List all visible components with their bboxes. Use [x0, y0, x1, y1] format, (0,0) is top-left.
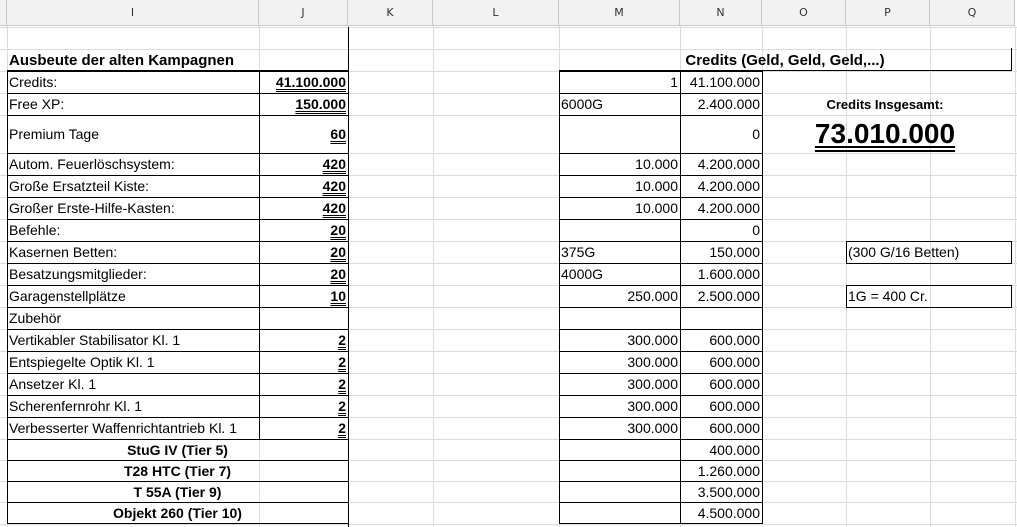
item-amount-cell[interactable]: 20: [330, 222, 346, 238]
item-amount-cell[interactable]: 150.000: [295, 96, 346, 112]
item-credits-cell[interactable]: 4.200.000: [697, 200, 760, 216]
item-label-cell[interactable]: Verbesserter Waffenrichtantrieb Kl. 1: [9, 420, 237, 436]
item-amount-cell[interactable]: 2: [338, 376, 346, 392]
item-label-cell[interactable]: Großer Erste-Hilfe-Kasten:: [9, 200, 175, 216]
item-amount-cell[interactable]: 420: [322, 156, 346, 172]
cell-border: [559, 502, 681, 524]
item-credits-cell[interactable]: 600.000: [709, 398, 760, 414]
tank-credits-cell[interactable]: 1.260.000: [697, 462, 760, 479]
item-price-cell[interactable]: 1: [670, 74, 678, 90]
item-credits-cell[interactable]: 600.000: [709, 376, 760, 392]
cell-border: [559, 481, 681, 503]
item-amount-cell[interactable]: 41.100.000: [275, 74, 346, 90]
item-label-cell[interactable]: Vertikabler Stabilisator Kl. 1: [9, 332, 181, 348]
item-price-cell[interactable]: [559, 115, 680, 153]
item-credits-cell[interactable]: 2.500.000: [697, 288, 760, 304]
column-header-l[interactable]: L: [433, 0, 559, 26]
note-exchange-rate[interactable]: 1G = 400 Cr.: [848, 288, 928, 304]
grid-line: [0, 27, 1017, 28]
item-price-cell[interactable]: 6000G: [561, 96, 604, 112]
item-credits-cell[interactable]: 1.600.000: [697, 266, 760, 282]
tank-name-cell[interactable]: StuG IV (Tier 5): [127, 441, 228, 458]
row-header-strip: [0, 0, 7, 26]
left-table-title[interactable]: Ausbeute der alten Kampagnen: [9, 51, 235, 69]
item-price-cell[interactable]: 300.000: [627, 354, 678, 370]
item-label-cell[interactable]: Kasernen Betten:: [9, 244, 118, 260]
item-label-cell[interactable]: Autom. Feuerlöschsystem:: [9, 156, 175, 172]
column-header-q[interactable]: Q: [930, 0, 1015, 26]
item-price-cell[interactable]: 300.000: [627, 332, 678, 348]
tank-credits-cell[interactable]: 3.500.000: [697, 483, 760, 500]
item-label-cell[interactable]: Besatzungsmitglieder:: [9, 266, 147, 282]
item-label-cell[interactable]: Ansetzer Kl. 1: [9, 376, 97, 392]
item-amount-cell[interactable]: [259, 307, 348, 329]
item-label-cell[interactable]: Große Ersatzteil Kiste:: [9, 178, 150, 194]
item-credits-cell[interactable]: 0: [752, 126, 760, 142]
item-credits-cell[interactable]: 150.000: [709, 244, 760, 260]
item-amount-cell[interactable]: 20: [330, 244, 346, 260]
item-price-cell[interactable]: 300.000: [627, 376, 678, 392]
tank-name-cell[interactable]: T28 HTC (Tier 7): [123, 462, 232, 479]
item-credits-cell[interactable]: 4.200.000: [697, 156, 760, 172]
column-header-j[interactable]: J: [259, 0, 348, 26]
column-header-m[interactable]: M: [559, 0, 680, 26]
item-amount-cell[interactable]: 2: [338, 420, 346, 436]
item-amount-cell[interactable]: 20: [330, 266, 346, 282]
tank-name-cell[interactable]: T 55A (Tier 9): [133, 483, 222, 500]
item-price-cell[interactable]: 300.000: [627, 420, 678, 436]
item-price-cell[interactable]: 10.000: [635, 178, 678, 194]
note-beds[interactable]: (300 G/16 Betten): [848, 244, 960, 260]
item-label-cell[interactable]: Entspiegelte Optik Kl. 1: [9, 354, 155, 370]
item-credits-cell[interactable]: 600.000: [709, 420, 760, 436]
tank-credits-cell[interactable]: 400.000: [709, 441, 760, 458]
grid-line: [348, 26, 349, 527]
item-price-cell[interactable]: 250.000: [627, 288, 678, 304]
item-label-cell[interactable]: Zubehör: [9, 310, 62, 326]
item-price-cell[interactable]: 300.000: [627, 398, 678, 414]
right-table-title[interactable]: Credits (Geld, Geld, Geld,...): [685, 51, 885, 69]
item-credits-cell[interactable]: 2.400.000: [697, 96, 760, 112]
column-header-i[interactable]: I: [7, 0, 259, 26]
item-price-cell[interactable]: 10.000: [635, 200, 678, 216]
item-price-cell[interactable]: 10.000: [635, 156, 678, 172]
item-label-cell[interactable]: Garagenstellplätze: [9, 288, 126, 304]
grid-line: [1015, 26, 1016, 527]
grid-line: [0, 524, 1017, 525]
item-credits-cell[interactable]: 0: [752, 222, 760, 238]
item-credits-cell[interactable]: 600.000: [709, 332, 760, 348]
item-label-cell[interactable]: Premium Tage: [9, 126, 100, 142]
item-amount-cell[interactable]: 420: [322, 200, 346, 216]
item-credits-cell[interactable]: 600.000: [709, 354, 760, 370]
item-price-cell[interactable]: [559, 219, 680, 241]
grid-line: [433, 26, 434, 527]
item-price-cell[interactable]: 375G: [561, 244, 596, 260]
item-label-cell[interactable]: Befehle:: [9, 222, 61, 238]
item-label-cell[interactable]: Scherenfernrohr Kl. 1: [9, 398, 143, 414]
total-credits-label[interactable]: Credits Insgesamt:: [826, 96, 944, 112]
item-credits-cell[interactable]: 41.100.000: [689, 74, 760, 90]
table-border-line: [1011, 48, 1012, 71]
column-header-o[interactable]: O: [762, 0, 846, 26]
total-credits-value[interactable]: 73.010.000: [814, 118, 956, 149]
item-label-cell[interactable]: Free XP:: [9, 96, 65, 112]
column-header-n[interactable]: N: [680, 0, 762, 26]
tank-credits-cell[interactable]: 4.500.000: [697, 504, 760, 521]
item-amount-cell[interactable]: 420: [322, 178, 346, 194]
cell-border: [559, 460, 681, 482]
item-label-cell[interactable]: Credits:: [9, 74, 58, 90]
column-header-k[interactable]: K: [348, 0, 433, 26]
item-amount-cell[interactable]: 60: [330, 126, 346, 142]
tank-name-cell[interactable]: Objekt 260 (Tier 10): [113, 504, 242, 521]
item-amount-cell[interactable]: 10: [330, 288, 346, 304]
item-credits-cell[interactable]: [680, 307, 762, 329]
item-credits-cell[interactable]: 4.200.000: [697, 178, 760, 194]
item-price-cell[interactable]: [559, 307, 680, 329]
item-price-cell[interactable]: 4000G: [561, 266, 604, 282]
cell-border: [559, 439, 681, 461]
item-amount-cell[interactable]: 2: [338, 398, 346, 414]
column-header-p[interactable]: P: [846, 0, 930, 26]
item-amount-cell[interactable]: 2: [338, 332, 346, 348]
item-amount-cell[interactable]: 2: [338, 354, 346, 370]
